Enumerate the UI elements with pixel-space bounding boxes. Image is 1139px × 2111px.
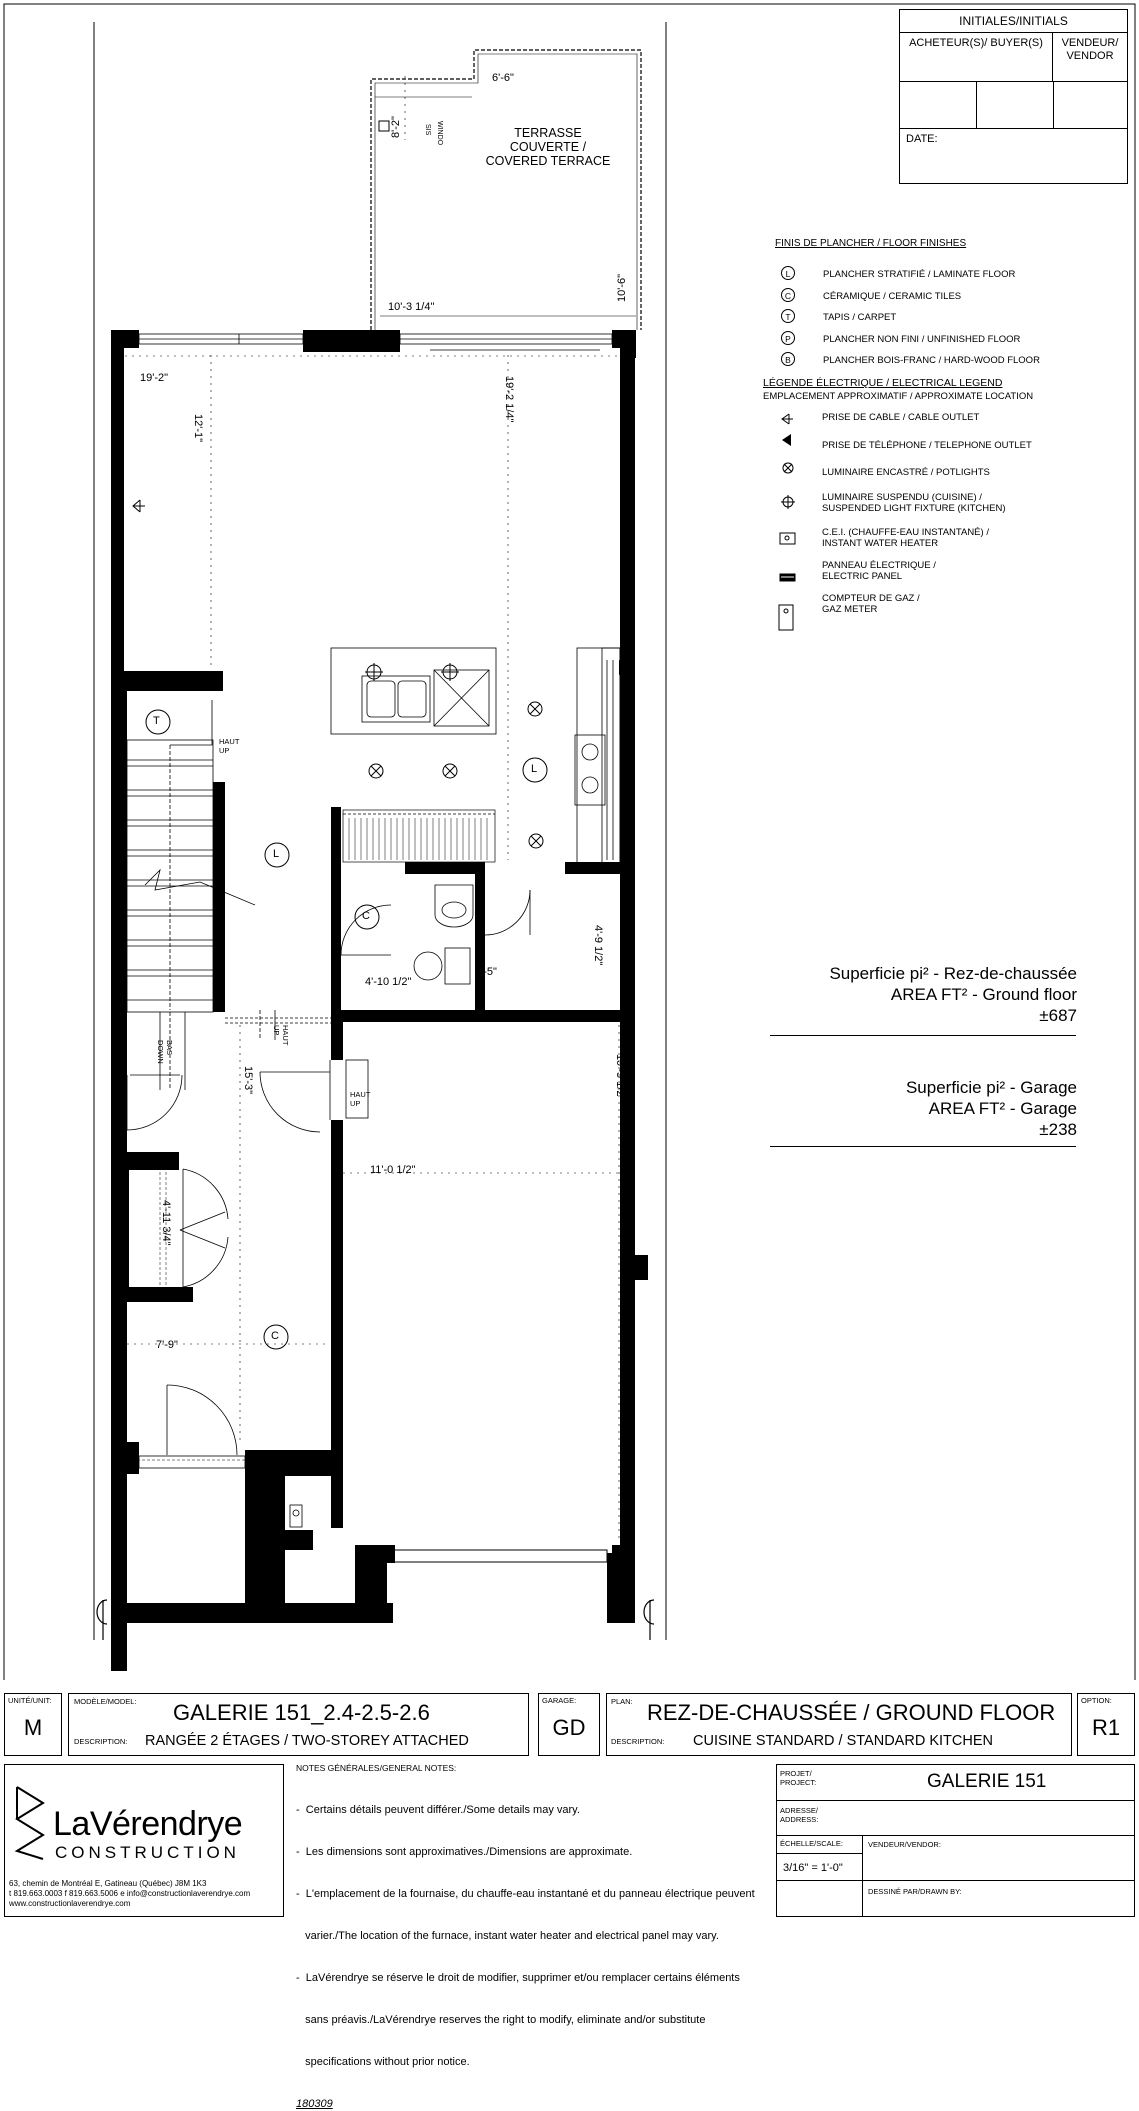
- stair-down-label-en: DOWN: [156, 1040, 165, 1064]
- window-tag-2: SIS: [424, 124, 431, 136]
- floor-finish-symbol: T: [781, 309, 795, 323]
- floor-finish-symbol: P: [781, 331, 795, 345]
- option-label: OPTION:: [1081, 1696, 1112, 1705]
- finishes-title: FINIS DE PLANCHER / FLOOR FINISHES: [775, 238, 967, 249]
- dim-10-6: 10'-6": [616, 273, 628, 302]
- ground-area-value: ±687: [1039, 1006, 1077, 1025]
- unit-value: M: [23, 1715, 43, 1740]
- stair-up-label-en: UP: [219, 746, 230, 755]
- floor-finish-label: PLANCHER NON FINI / UNFINISHED FLOOR: [823, 334, 1021, 345]
- dim-10-3: 10'-3 1/4": [388, 301, 435, 313]
- option-value: R1: [1091, 1715, 1121, 1740]
- electrical-label-telephone: PRISE DE TÉLÉPHONE / TELEPHONE OUTLET: [822, 440, 1032, 451]
- note-line: varier./The location of the furnace, instant water heater and electrical panel may vary.: [296, 1930, 719, 1942]
- company-logo-icon: [13, 1783, 53, 1863]
- garage-area-label-en: AREA FT² - Garage: [928, 1099, 1077, 1118]
- dim-8-2: 8'-2": [390, 116, 402, 138]
- ground-area-label-en: AREA FT² - Ground floor: [890, 985, 1077, 1004]
- potlight-icon: [369, 764, 383, 778]
- company-subtitle: CONSTRUCTION: [55, 1843, 240, 1862]
- dim-4-11: 4'-11 3/4": [160, 1200, 172, 1246]
- buyer2-initial-field[interactable]: [977, 82, 1054, 128]
- electrical-title: LÉGENDE ÉLECTRIQUE / ELECTRICAL LEGEND: [763, 377, 1003, 389]
- electrical-label-gas-2: GAZ METER: [822, 604, 878, 615]
- general-notes: [296, 1763, 766, 2110]
- note-line: - Certains détails peuvent différer./Some details may vary.: [296, 1804, 580, 1816]
- dim-19-2: 19'-2": [140, 372, 169, 384]
- floor-finish-label: CÉRAMIQUE / CERAMIC TILES: [823, 291, 962, 302]
- note-line: - Les dimensions sont approximatives./Dimensions are approximate.: [296, 1846, 633, 1858]
- potlight-icon: [529, 834, 543, 848]
- unit-box: [4, 1693, 62, 1756]
- electrical-label-heater-1: C.E.I. (CHAUFFE-EAU INSTANTANÉ) /: [822, 527, 989, 538]
- garage-door: [393, 1550, 607, 1562]
- plan-desc: CUISINE STANDARD / STANDARD KITCHEN: [693, 1733, 993, 1749]
- covered-terrace: [371, 50, 641, 330]
- electrical-label-heater-2: INSTANT WATER HEATER: [822, 538, 939, 549]
- floor-tag-c-1: C: [362, 910, 370, 922]
- garage-label: GARAGE:: [542, 1696, 577, 1705]
- company-name: LaVérendrye: [53, 1805, 243, 1843]
- buyer-label: ACHETEUR(S)/ BUYER(S): [900, 33, 1053, 81]
- vendor-label[interactable]: VENDEUR/VENDOR:: [868, 1840, 941, 1849]
- potlight-icon: [528, 702, 542, 716]
- garage-box: [538, 1693, 600, 1756]
- option-box: [1077, 1693, 1135, 1756]
- garage-value: GD: [552, 1715, 586, 1740]
- note-line: - L'emplacement de la fournaise, du chauffe-eau instantané et du panneau électrique peuvent: [296, 1888, 755, 1900]
- vendor-initial-field[interactable]: [1054, 82, 1127, 128]
- floor-finish-symbol: B: [781, 352, 795, 366]
- dim-11-0: 11'-0 1/2": [370, 1164, 416, 1176]
- electrical-label-suspended-1: LUMINAIRE SUSPENDU (CUISINE) /: [822, 492, 982, 503]
- project-box: [776, 1764, 1135, 1917]
- electrical-label-cable: PRISE DE CABLE / CABLE OUTLET: [822, 412, 980, 423]
- drawing-reference: 180309: [296, 2098, 333, 2110]
- unit-label: UNITÉ/UNIT:: [8, 1696, 52, 1705]
- date-field[interactable]: DATE:: [906, 133, 938, 145]
- company-box: [4, 1764, 284, 1917]
- cable-outlet-icon: [133, 500, 145, 512]
- stair-up-label-fr: HAUT: [219, 737, 240, 746]
- dim-7-9: 7'-9": [156, 1339, 178, 1351]
- garage-area-value: ±238: [1039, 1120, 1077, 1139]
- terrace-label-1: TERRASSE: [514, 126, 582, 140]
- vendor-label: VENDEUR/ VENDOR: [1061, 37, 1119, 62]
- project-value: GALERIE 151: [927, 1771, 1047, 1792]
- terrace-label-3: COVERED TERRACE: [485, 154, 611, 168]
- potlight-icon: [443, 764, 457, 778]
- stair-up2-label-fr: HAUT: [281, 1025, 290, 1046]
- model-value: GALERIE 151_2.4-2.5-2.6: [173, 1700, 430, 1725]
- floor-tag-l-2: L: [531, 763, 538, 775]
- electrical-label-potlight: LUMINAIRE ENCASTRÉ / POTLIGHTS: [822, 467, 990, 478]
- ground-area-label-fr: Superficie pi² - Rez-de-chaussée: [829, 964, 1077, 983]
- floor-finish-label: PLANCHER STRATIFIÉ / LAMINATE FLOOR: [823, 269, 1016, 280]
- plan-desc-label: DESCRIPTION:: [611, 1737, 665, 1746]
- electrical-label-suspended-2: SUSPENDED LIGHT FIXTURE (KITCHEN): [822, 503, 1006, 514]
- dim-4-10: 4'-10 1/2": [365, 976, 412, 988]
- company-address: 63, chemin de Montréal E, Gatineau (Québec) J8M 1K3: [9, 1879, 207, 1888]
- garage-area-label-fr: Superficie pi² - Garage: [905, 1078, 1077, 1097]
- electrical-label-panel-1: PANNEAU ÉLECTRIQUE /: [822, 560, 936, 571]
- dim-5-5: 5'-5": [475, 966, 497, 978]
- stair-up2-label-en: UP: [272, 1025, 281, 1036]
- dim-15-3: 15'-3": [242, 1066, 254, 1095]
- company-contact: t 819.663.0003 f 819.663.5006 e info@constructionlaverendrye.com: [9, 1889, 251, 1898]
- ground-area-block: [717, 963, 1077, 1026]
- floor-tag-l-1: L: [273, 848, 280, 860]
- initials-header: INITIALES/INITIALS: [900, 10, 1127, 33]
- scale-value: 3/16" = 1'-0": [783, 1862, 843, 1874]
- dim-12-1: 12'-1": [192, 414, 204, 443]
- garage-step-label-en: UP: [350, 1099, 361, 1108]
- suspended-light-icon: [365, 663, 383, 681]
- stair-down-label-fr: BAS: [165, 1040, 174, 1056]
- model-desc: RANGÉE 2 ÉTAGES / TWO-STOREY ATTACHED: [145, 1733, 469, 1749]
- plan-value: REZ-DE-CHAUSSÉE / GROUND FLOOR: [647, 1700, 1056, 1725]
- drawn-by-label[interactable]: DESSINÉ PAR/DRAWN BY:: [868, 1887, 962, 1896]
- dim-19-2-1-4: 19'-2 1/4": [503, 376, 515, 423]
- model-desc-label: DESCRIPTION:: [74, 1737, 128, 1746]
- buyer1-initial-field[interactable]: [900, 82, 977, 128]
- floor-tag-t: T: [153, 715, 160, 727]
- powder-room: [341, 885, 530, 984]
- electrical-label-panel-2: ELECTRIC PANEL: [822, 571, 903, 582]
- dim-6-6: 6'-6": [492, 72, 514, 84]
- initials-box: [899, 9, 1128, 184]
- walls: [111, 330, 648, 1671]
- floor-finish-label: TAPIS / CARPET: [823, 312, 897, 323]
- electrical-subtitle: EMPLACEMENT APPROXIMATIF / APPROXIMATE LOCATION: [763, 391, 1034, 402]
- model-box: [68, 1693, 529, 1756]
- garage-step-label-fr: HAUT: [350, 1090, 371, 1099]
- note-line: - LaVérendrye se réserve le droit de modifier, supprimer et/ou remplacer certains éléments: [296, 1972, 740, 1984]
- dim-19-5: 19'-5 1/2": [614, 1054, 626, 1101]
- note-line: specifications without prior notice.: [296, 2056, 470, 2068]
- floor-finish-symbol: L: [781, 266, 795, 280]
- stairs: [127, 700, 331, 1090]
- floor-finish-symbol: C: [781, 288, 795, 302]
- window-tag-1: WINDO: [436, 121, 443, 146]
- scale-label: ÉCHELLE/SCALE:: [780, 1839, 843, 1848]
- kitchen-island: [331, 648, 496, 734]
- plan-box: [606, 1693, 1072, 1756]
- project-label: PROJET/ PROJECT:: [780, 1769, 817, 1787]
- floor-finish-label: PLANCHER BOIS-FRANC / HARD-WOOD FLOOR: [823, 355, 1040, 366]
- garage-area-block: [717, 1077, 1077, 1140]
- address-label[interactable]: ADRESSE/ ADDRESS:: [780, 1806, 819, 1824]
- model-label: MODÈLE/MODEL:: [74, 1697, 137, 1706]
- company-website[interactable]: www.constructionlaverendrye.com: [9, 1899, 131, 1908]
- kitchen-counter: [575, 648, 620, 863]
- dim-4-9: 4'-9 1/2": [592, 925, 604, 966]
- notes-title: NOTES GÉNÉRALES/GENERAL NOTES:: [296, 1763, 457, 1773]
- suspended-light-icon: [441, 663, 459, 681]
- floor-tag-c-2: C: [271, 1330, 279, 1342]
- plan-label: PLAN:: [611, 1697, 633, 1706]
- terrace-label-2: COUVERTE /: [509, 140, 587, 154]
- note-line: sans préavis./LaVérendrye reserves the right to modify, eliminate and/or substitute: [296, 2014, 706, 2026]
- electrical-label-gas-1: COMPTEUR DE GAZ /: [822, 593, 920, 604]
